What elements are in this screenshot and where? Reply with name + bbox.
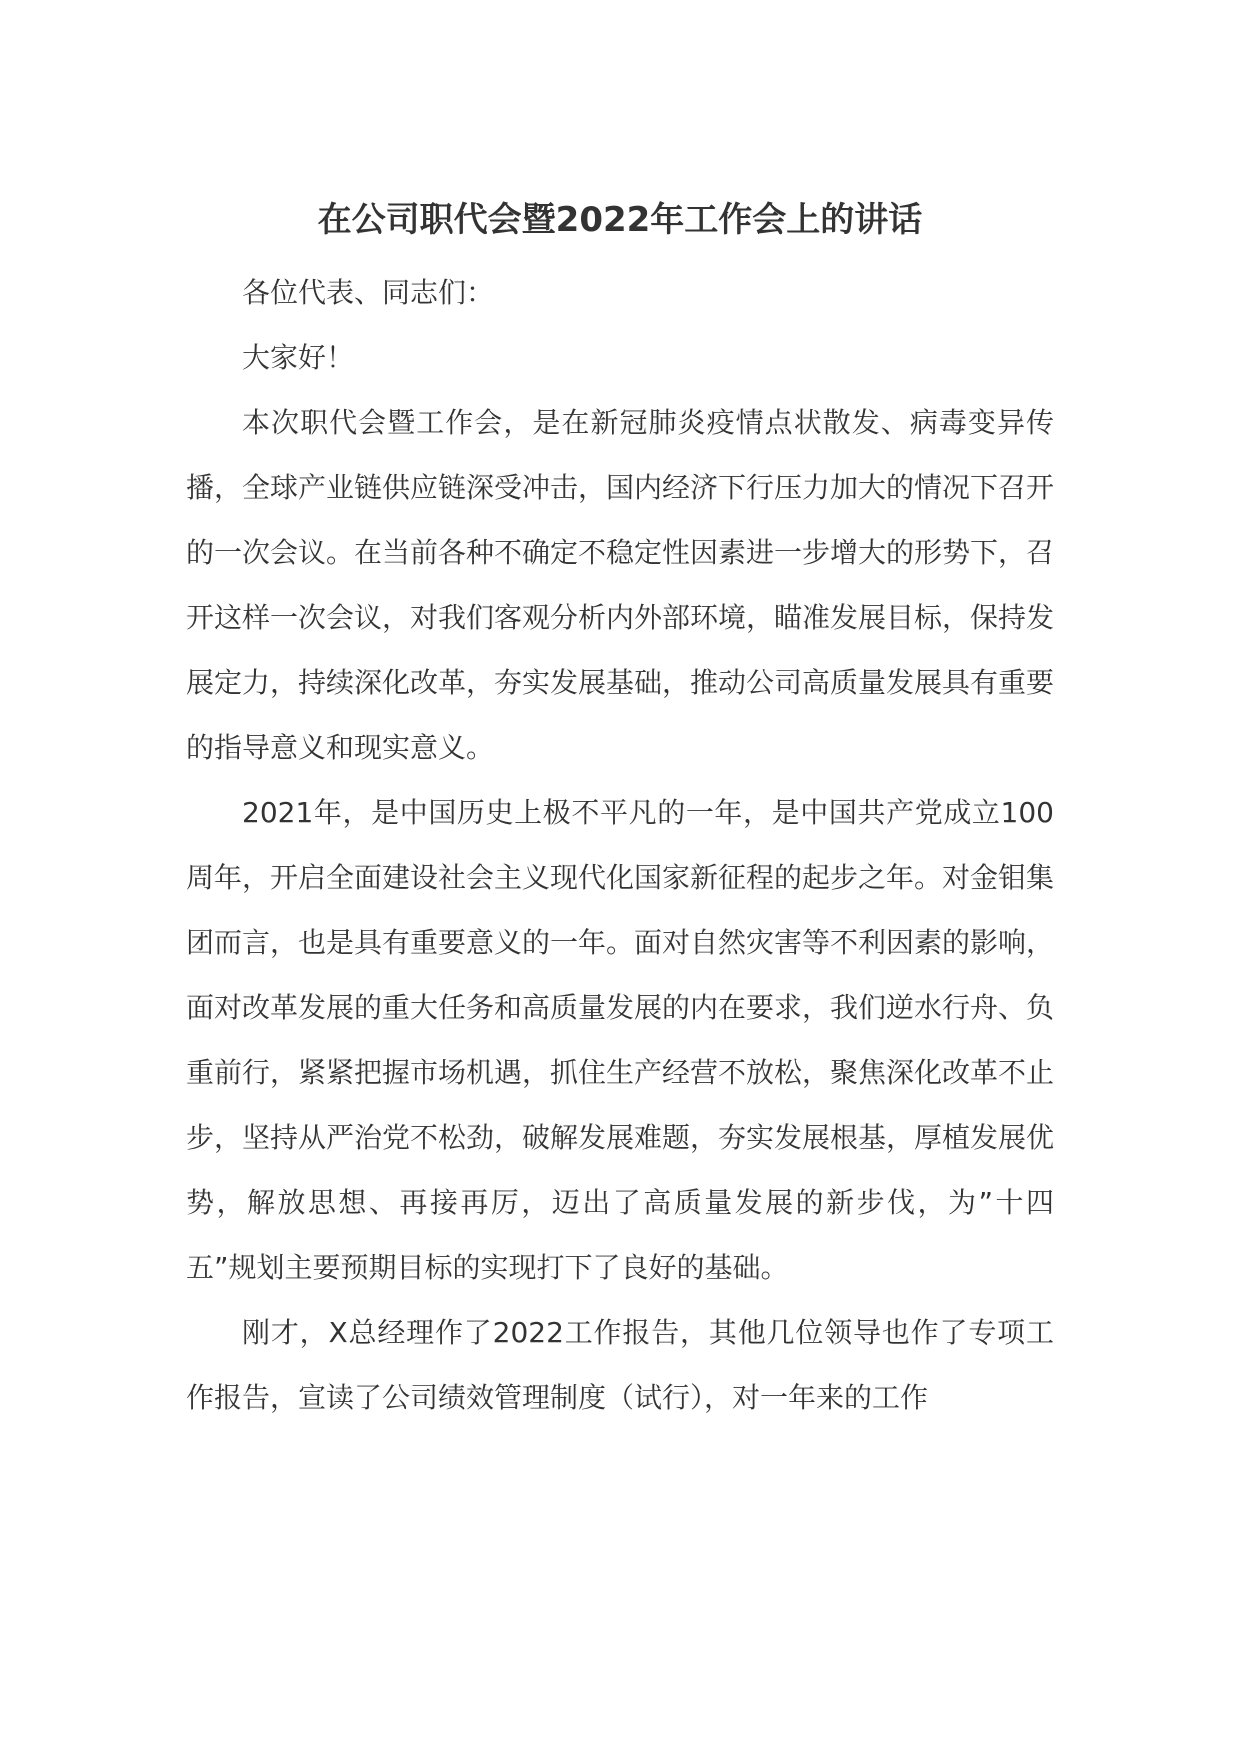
body-paragraph: 2021年，是中国历史上极不平凡的一年，是中国共产党成立100周年，开启全面建设社会主义现代化国家新征程的起步之年。对金钼集团而言，也是具有重要意义的一年。面对自然灾害等不利因素的影响，面对改革发展的重大任务和高质量发展的内在要求，我们逆水行舟、负重前行，紧紧把握市场机遇，抓住生产经营不放松，聚焦深化改革不止步，坚持从严治党不松劲，破解发展难题，夯实发展根基，厚植发展优势，解放思想、再接再厉，迈出了高质量发展的新步伐，为”十四五”规划主要预期目标的实现打下了良好的基础。 xyxy=(186,796,1055,1284)
salutation-paragraph: 各位代表、同志们： xyxy=(242,276,495,309)
document-page xyxy=(186,180,1054,1430)
document-title: 在公司职代会暨2022年工作会上的讲话 xyxy=(317,200,923,240)
body-paragraph: 本次职代会暨工作会，是在新冠肺炎疫情点状散发、病毒变异传播，全球产业链供应链深受冲击，国内经济下行压力加大的情况下召开的一次会议。在当前各种不确定不稳定性因素进一步增大的形势下，召开这样一次会议，对我们客观分析内外部环境，瞄准发展目标，保持发展定力，持续深化改革，夯实发展基础，推动公司高质量发展具有重要的指导意义和现实意义。 xyxy=(186,406,1055,764)
body-paragraph: 刚才，X总经理作了2022工作报告，其他几位领导也作了专项工作报告，宣读了公司绩效管理制度（试行），对一年来的工作 xyxy=(186,1316,1054,1414)
document-body xyxy=(186,260,1054,1430)
greeting-paragraph: 大家好！ xyxy=(242,341,355,374)
